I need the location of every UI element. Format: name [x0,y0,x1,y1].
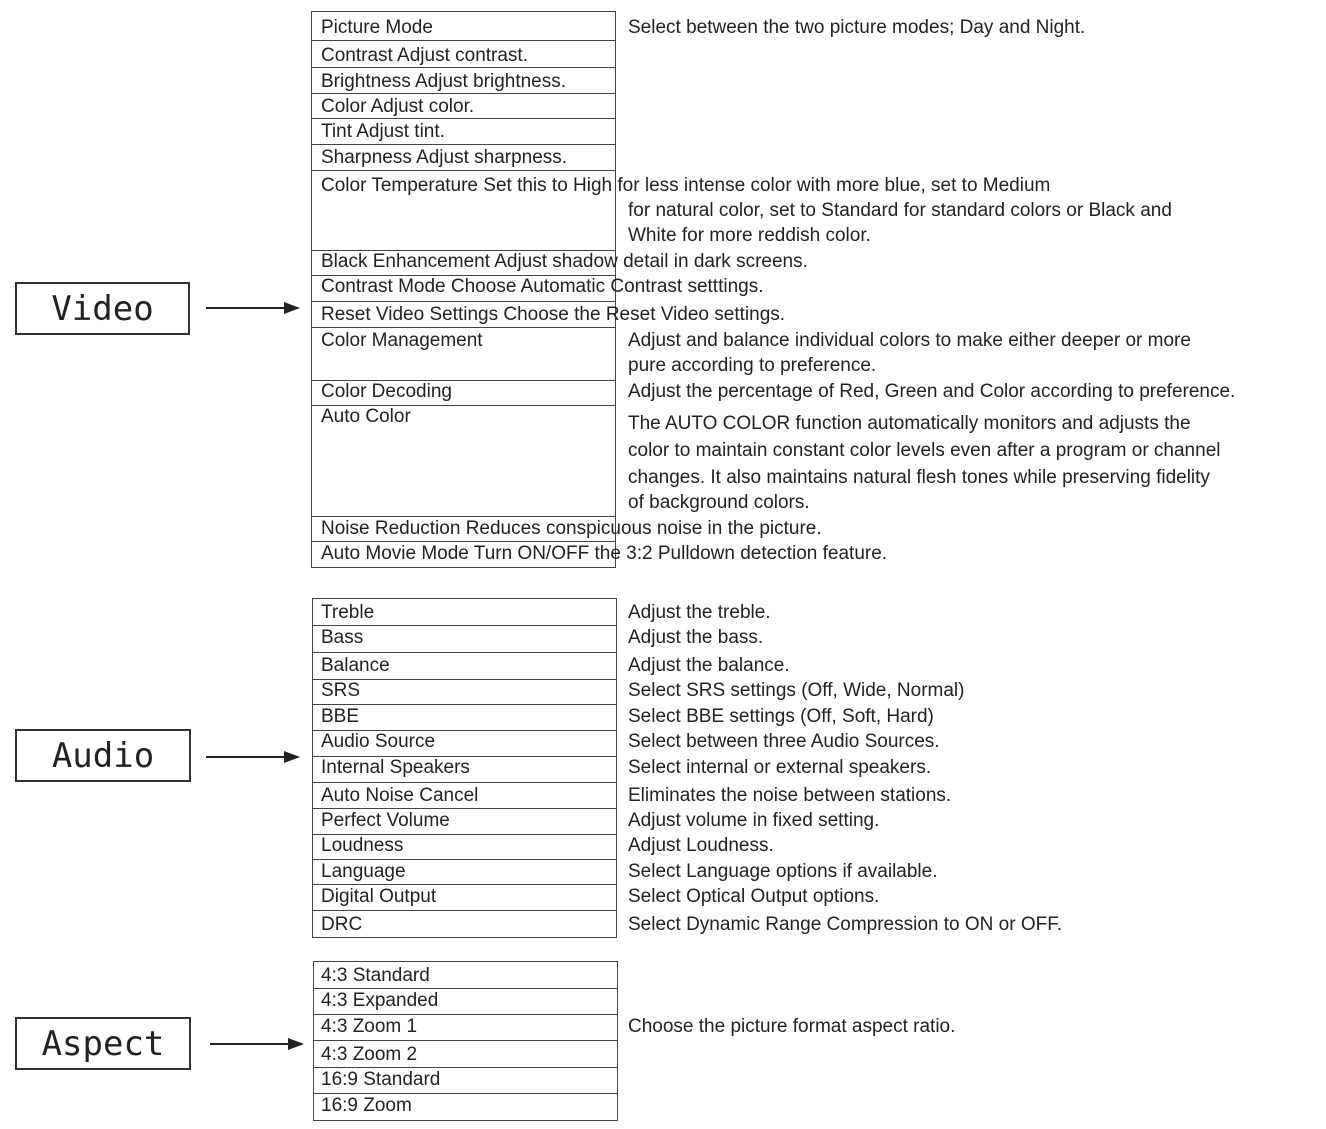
row-divider [311,327,616,328]
aspect-arrow [210,1043,302,1045]
row-divider [312,704,617,705]
menu-item-4-3-zoom-2: 4:3 Zoom 2 [321,1044,418,1065]
menu-item-auto-movie-mode: Auto Movie Mode Turn ON/OFF the 3:2 Pulldown detection feature. [321,543,888,564]
menu-item-loudness: Loudness [321,835,404,856]
menu-item-4-3-zoom-1: 4:3 Zoom 1 [321,1016,418,1037]
row-divider [312,625,617,626]
menu-item-noise-reduction: Noise Reduction Reduces conspicuous noise in the picture. [321,518,822,539]
row-divider [312,859,617,860]
menu-item-16-9-zoom: 16:9 Zoom [321,1095,412,1116]
menu-item-color: Color Adjust color. [321,96,475,117]
description-text: Select Dynamic Range Compression to ON or OFF. [628,914,1062,935]
menu-item-contrast-mode: Contrast Mode Choose Automatic Contrast setttings. [321,276,764,297]
menu-item-treble: Treble [321,602,375,623]
menu-item-auto-color: Auto Color [321,406,411,427]
menu-item-sharpness: Sharpness Adjust sharpness. [321,147,568,168]
row-divider [311,170,616,171]
menu-item-color-decoding: Color Decoding [321,381,452,402]
menu-item-color-management: Color Management [321,330,483,351]
description-text: Select internal or external speakers. [628,757,932,778]
row-divider [311,67,616,68]
menu-item-reset-video-settings: Reset Video Settings Choose the Reset Video settings. [321,304,786,325]
menu-item-color-temperature: Color Temperature Set this to High for less intense color with more blue, set to Medium [321,175,1051,196]
row-divider [313,1040,618,1041]
description-text: for natural color, set to Standard for standard colors or Black and [628,200,1172,221]
description-text: Select between three Audio Sources. [628,731,940,752]
row-divider [311,301,616,302]
description-text: Select Language options if available. [628,861,938,882]
description-text: The AUTO COLOR function automatically monitors and adjusts the [628,413,1191,434]
menu-item-bbe: BBE [321,706,360,727]
menu-item-auto-noise-cancel: Auto Noise Cancel [321,785,479,806]
menu-item-tint: Tint Adjust tint. [321,121,445,142]
description-text: Eliminates the noise between stations. [628,785,952,806]
menu-item-bass: Bass [321,627,364,648]
description-text: Adjust the bass. [628,627,764,648]
description-text: Select SRS settings (Off, Wide, Normal) [628,680,965,701]
row-divider [313,1014,618,1015]
description-text: of background colors. [628,492,810,513]
audio-arrow [206,756,298,758]
menu-item-4-3-standard: 4:3 Standard [321,965,430,986]
description-text: Choose the picture format aspect ratio. [628,1016,956,1037]
row-divider [312,808,617,809]
menu-item-contrast: Contrast Adjust contrast. [321,45,528,66]
menu-item-black-enhancement: Black Enhancement Adjust shadow detail in dark screens. [321,251,808,272]
row-divider [313,988,618,989]
aspect-category-label: Aspect [15,1017,191,1070]
video-category-label: Video [15,282,190,335]
row-divider [311,40,616,41]
description-text: Select BBE settings (Off, Soft, Hard) [628,706,934,727]
row-divider [312,884,617,885]
description-text: Adjust the percentage of Red, Green and Color according to preference. [628,381,1236,402]
description-text: color to maintain constant color levels even after a program or channel [628,440,1221,461]
description-text: Select Optical Output options. [628,886,880,907]
description-text: Adjust volume in fixed setting. [628,810,880,831]
menu-item-language: Language [321,861,406,882]
audio-category-label: Audio [15,729,191,782]
description-text: Adjust the treble. [628,602,771,623]
menu-item-srs: SRS [321,680,361,701]
menu-item-16-9-standard: 16:9 Standard [321,1069,441,1090]
description-text: changes. It also maintains natural flesh tones while preserving fidelity [628,467,1210,488]
row-divider [311,93,616,94]
menu-item-balance: Balance [321,655,390,676]
menu-item-audio-source: Audio Source [321,731,436,752]
menu-item-perfect-volume: Perfect Volume [321,810,450,831]
row-divider [311,541,616,542]
description-text: Adjust the balance. [628,655,790,676]
description-text: Select between the two picture modes; Day and Night. [628,17,1086,38]
row-divider [311,144,616,145]
description-text: White for more reddish color. [628,225,871,246]
menu-item-digital-output: Digital Output [321,886,437,907]
description-text: pure according to preference. [628,355,877,376]
description-text: Adjust Loudness. [628,835,774,856]
row-divider [312,910,617,911]
menu-item-internal-speakers: Internal Speakers [321,757,470,778]
menu-item-brightness: Brightness Adjust brightness. [321,71,567,92]
video-arrow [206,307,298,309]
row-divider [313,1093,618,1094]
row-divider [312,652,617,653]
row-divider [313,1067,618,1068]
menu-item-4-3-expanded: 4:3 Expanded [321,990,439,1011]
menu-item-drc: DRC [321,914,363,935]
description-text: Adjust and balance individual colors to make either deeper or more [628,330,1191,351]
row-divider [311,516,616,517]
menu-item-picture-mode: Picture Mode [321,17,433,38]
row-divider [312,782,617,783]
row-divider [311,118,616,119]
